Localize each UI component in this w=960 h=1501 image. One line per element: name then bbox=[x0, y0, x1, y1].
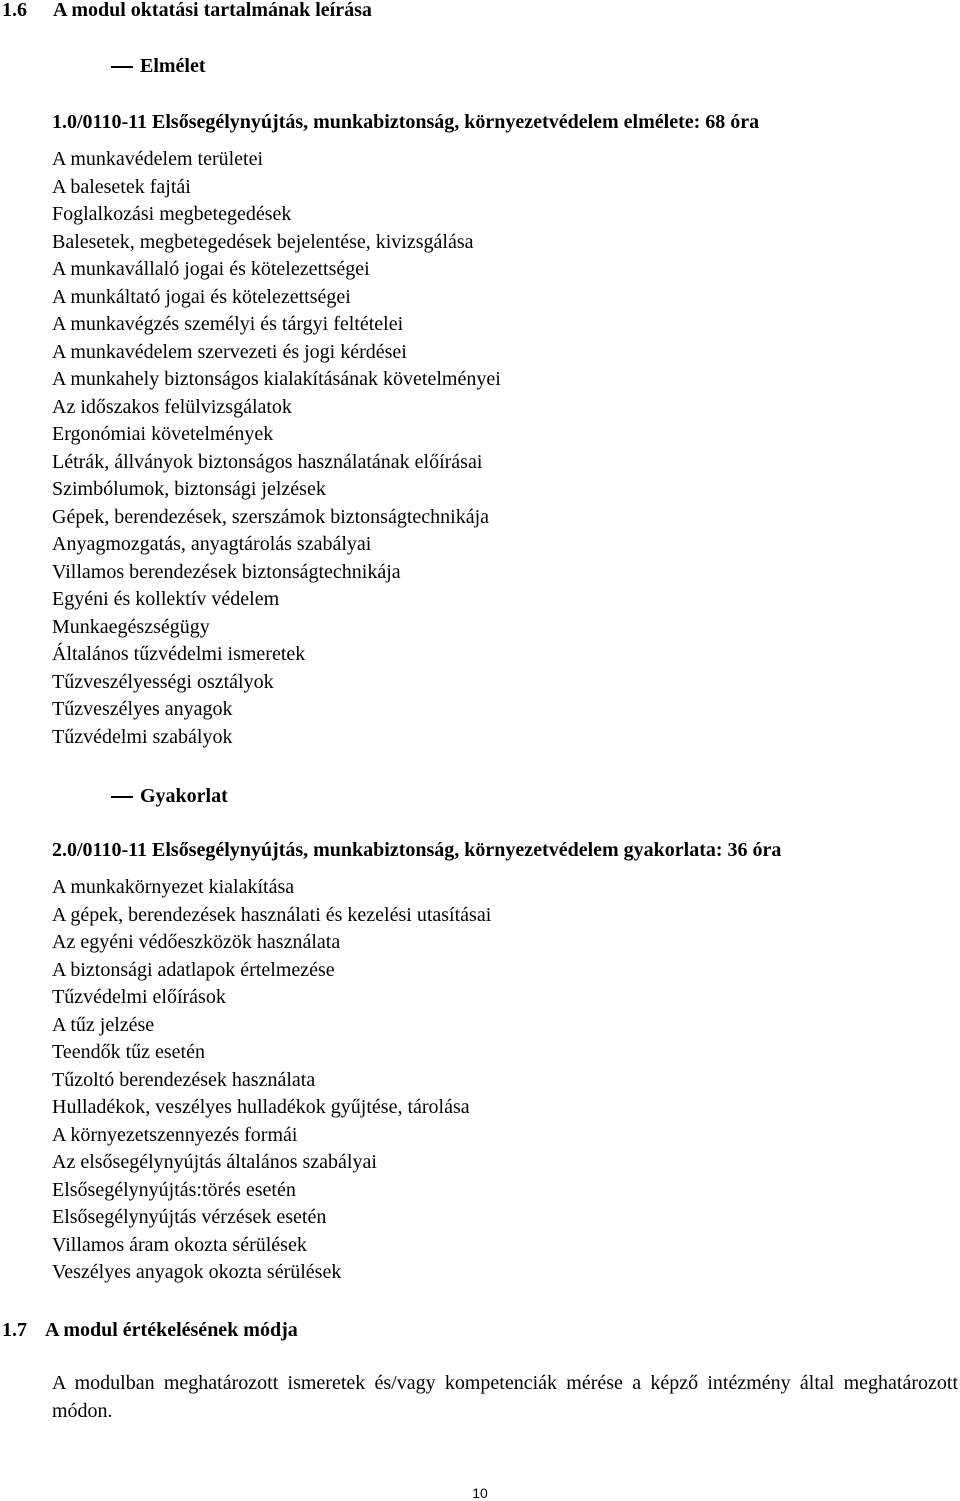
list-item: Balesetek, megbetegedések bejelentése, kivizsgálása bbox=[52, 230, 474, 253]
list-item: A munkavégzés személyi és tárgyi feltételei bbox=[52, 313, 404, 335]
section-number: 1.7 bbox=[2, 1319, 27, 1341]
list-item: A környezetszennyezés formái bbox=[52, 1123, 298, 1146]
list-item: A munkahely biztonságos kialakításának követelményei bbox=[52, 368, 501, 390]
list-item: A munkavállaló jogai és kötelezettségei bbox=[52, 258, 370, 280]
list-item: Villamos berendezések biztonságtechnikája bbox=[52, 560, 401, 583]
list-item: A munkavédelem területei bbox=[52, 148, 264, 170]
list-item: Elsősegélynyújtás vérzések esetén bbox=[52, 1206, 327, 1228]
list-item: Általános tűzvédelmi ismeretek bbox=[52, 643, 306, 665]
list-item: A munkavédelem szervezeti és jogi kérdései bbox=[52, 340, 407, 363]
list-item: A munkakörnyezet kialakítása bbox=[52, 876, 295, 898]
section-heading-1-7 bbox=[2, 1318, 298, 1342]
evaluation-paragraph: A modulban meghatározott ismeretek és/vagy kompetenciák mérése a képző intézmény által meghatározott módon. bbox=[52, 1372, 958, 1422]
list-item: Tűzvédelmi előírások bbox=[52, 986, 226, 1008]
list-item: Anyagmozgatás, anyagtárolás szabályai bbox=[52, 533, 372, 555]
list-item: Tűzveszélyességi osztályok bbox=[52, 670, 274, 693]
list-item: Az egyéni védőeszközök használata bbox=[52, 931, 341, 953]
list-item: Hulladékok, veszélyes hulladékok gyűjtése, tárolása bbox=[52, 1096, 470, 1118]
section-number: 1.6 bbox=[2, 0, 27, 21]
list-item: Munkaegészségügy bbox=[52, 615, 210, 638]
module-title-theory: 1.0/0110-11 Elsősegélynyújtás, munkabiztonság, környezetvédelem elmélete: 68 óra bbox=[52, 111, 760, 133]
section-title: A modul értékelésének módja bbox=[45, 1319, 298, 1341]
page-number: 10 bbox=[472, 1485, 488, 1501]
topic-list-theory bbox=[52, 146, 501, 751]
bullet-dash bbox=[111, 66, 133, 68]
list-item: Létrák, állványok biztonságos használatának előírásai bbox=[52, 450, 483, 473]
subsection-label-practice: Gyakorlat bbox=[140, 785, 228, 807]
bullet-dash bbox=[111, 796, 133, 798]
list-item: Egyéni és kollektív védelem bbox=[52, 588, 280, 610]
list-item: Az időszakos felülvizsgálatok bbox=[52, 395, 292, 418]
list-item: Ergonómiai követelmények bbox=[52, 423, 274, 445]
section-title: A modul oktatási tartalmának leírása bbox=[53, 0, 372, 21]
list-item: Tűzveszélyes anyagok bbox=[52, 698, 233, 720]
list-item: Gépek, berendezések, szerszámok biztonságtechnikája bbox=[52, 505, 490, 528]
list-item: A tűz jelzése bbox=[52, 1013, 155, 1036]
list-item: Foglalkozási megbetegedések bbox=[52, 203, 292, 225]
topic-list-practice bbox=[52, 874, 491, 1287]
list-item: Az elsősegélynyújtás általános szabályai bbox=[52, 1151, 377, 1173]
list-item: Szimbólumok, biztonsági jelzések bbox=[52, 478, 326, 500]
list-item: A balesetek fajtái bbox=[52, 175, 191, 198]
list-item: A biztonsági adatlapok értelmezése bbox=[52, 958, 335, 981]
list-item: Teendők tűz esetén bbox=[52, 1041, 205, 1063]
list-item: Veszélyes anyagok okozta sérülések bbox=[52, 1261, 342, 1283]
module-title-practice: 2.0/0110-11 Elsősegélynyújtás, munkabiztonság, környezetvédelem gyakorlata: 36 óra bbox=[52, 839, 782, 861]
section-heading-1-6 bbox=[2, 0, 372, 22]
subsection-label-theory: Elmélet bbox=[140, 55, 206, 77]
list-item: Tűzvédelmi szabályok bbox=[52, 725, 233, 748]
list-item: A munkáltató jogai és kötelezettségei bbox=[52, 285, 351, 308]
list-item: Tűzoltó berendezések használata bbox=[52, 1068, 316, 1091]
list-item: Elsősegélynyújtás:törés esetén bbox=[52, 1178, 296, 1201]
list-item: Villamos áram okozta sérülések bbox=[52, 1233, 307, 1256]
list-item: A gépek, berendezések használati és kezelési utasításai bbox=[52, 903, 492, 926]
